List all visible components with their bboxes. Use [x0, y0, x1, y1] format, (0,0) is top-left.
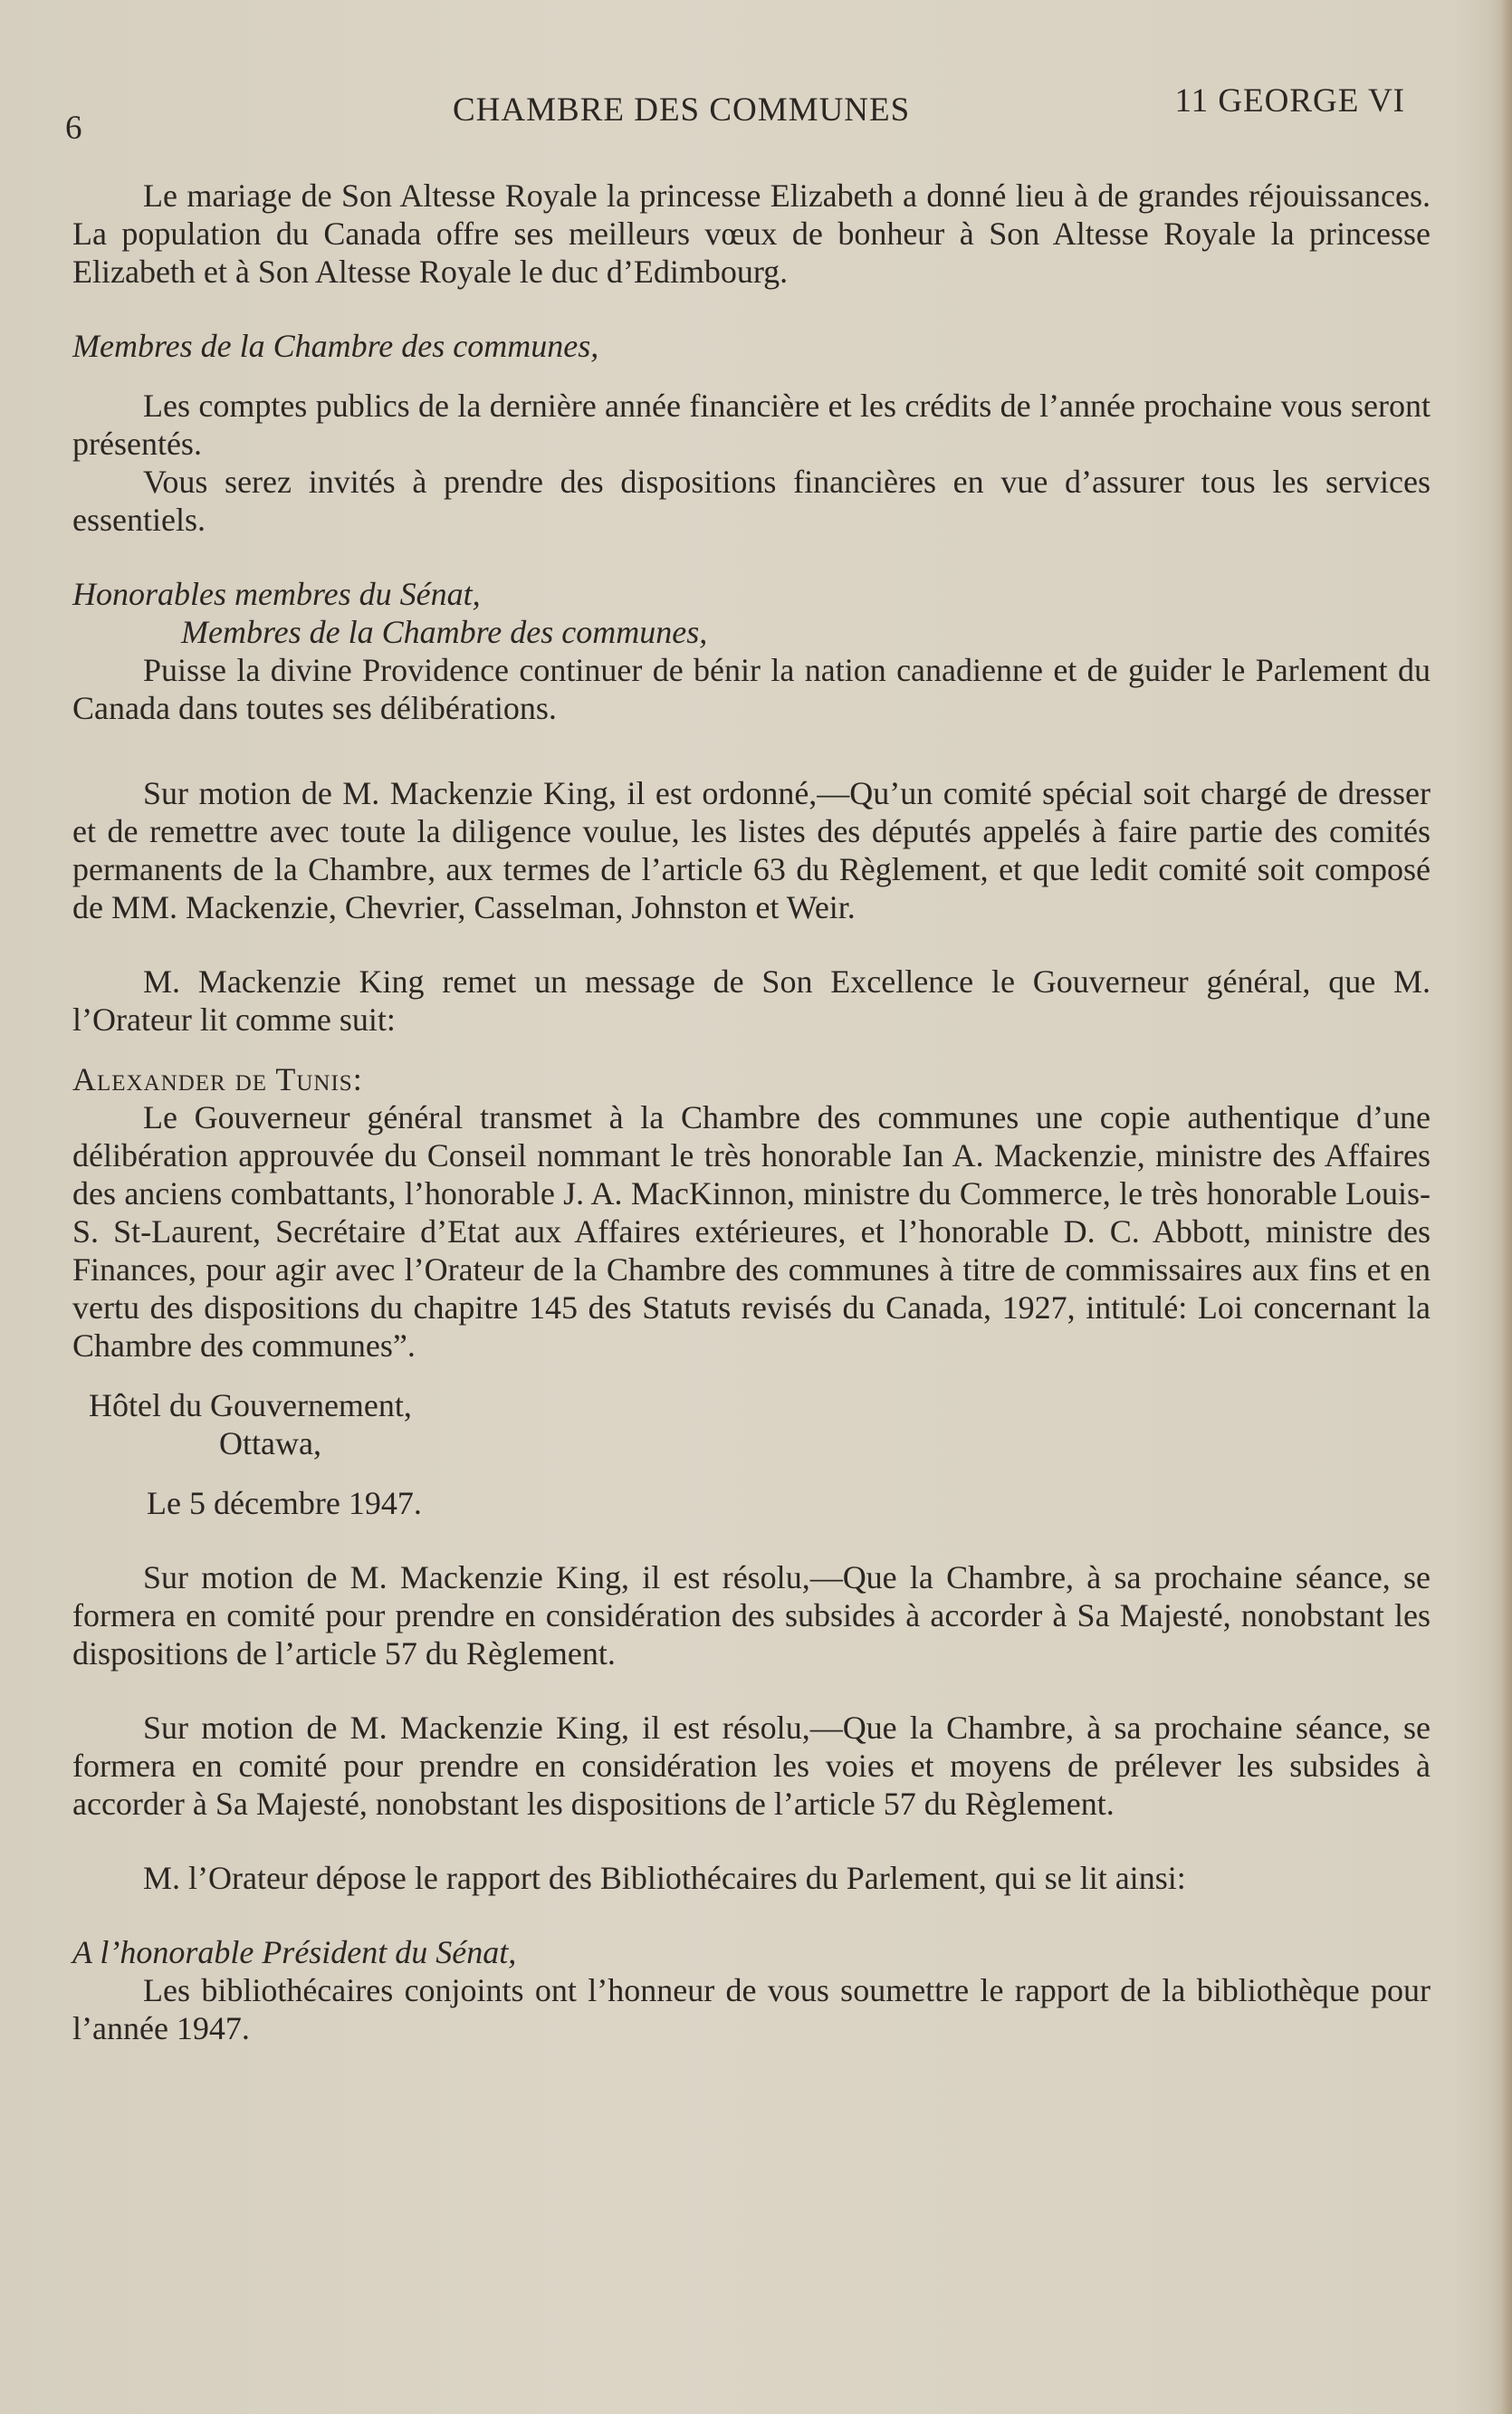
place-ottawa: Ottawa, [219, 1425, 321, 1461]
salutation-senators: Honorables membres du Sénat, [72, 576, 481, 612]
salutation-members-commons-2: Membres de la Chambre des communes, [181, 614, 708, 650]
paragraph-supply-motion: Sur motion de M. Mackenzie King, il est résolu,—Que la Chambre, à sa prochaine séance, se formera en comité pour prendre en considération des subsides à accorder à Sa Majesté, nonobstant les dispositions de l’article 57 du Règlement. [72, 1559, 1431, 1672]
page-number: 6 [65, 110, 83, 147]
paragraph-financial-provisions: Vous serez invités à prendre des dispositions financières en vue d’assurer tous les services essentiels. [72, 464, 1431, 538]
page-edge [1499, 0, 1512, 2414]
paragraph-librarians-report: M. l’Orateur dépose le rapport des Bibliothécaires du Parlement, qui se lit ainsi: [143, 1860, 1186, 1896]
place-government-house: Hôtel du Gouvernement, [89, 1387, 412, 1423]
paragraph-public-accounts: Les comptes publics de la dernière année financière et les crédits de l’année prochaine vous seront présentés. [72, 388, 1431, 462]
page-body [72, 177, 1431, 2047]
paragraph-commissioners: Le Gouverneur général transmet à la Chambre des communes une copie authentique d’une délibération approuvée du Conseil nommant le très honorable Ian A. Mackenzie, ministre des Affaires des anciens combattants, l’honorable J. A. MacKinnon, ministre du Commerce, le très honorable Louis-S. St-Laurent, Secrétaire d’Etat aux Affaires extérieures, et l’honorable D. C. Abbott, ministre des Finances, pour agir avec l’Orateur de la Chambre des communes à titre de commissaires aux fins et en vertu des dispositions du chapitre 145 des Statuts revisés du Canada, 1927, intitulé: Loi concernant la Chambre des communes”. [72, 1099, 1431, 1364]
salutation-members-commons: Membres de la Chambre des communes, [72, 328, 599, 364]
paragraph-ways-means-motion: Sur motion de M. Mackenzie King, il est résolu,—Que la Chambre, à sa prochaine séance, se formera en comité pour prendre en considération les voies et moyens de prélever les subsides à accorder à Sa Majesté, nonobstant les dispositions de l’article 57 du Règlement. [72, 1710, 1431, 1822]
running-title: CHAMBRE DES COMMUNES [453, 91, 911, 129]
paragraph-providence: Puisse la divine Providence continuer de bénir la nation canadienne et de guider le Parlement du Canada dans toutes ses délibérations. [72, 652, 1431, 726]
salutation-senate-speaker: A l’honorable Président du Sénat, [72, 1934, 517, 1970]
regnal-year: 11 GEORGE VI [1174, 82, 1405, 120]
date-line: Le 5 décembre 1947. [147, 1485, 422, 1521]
paragraph-governor-message: M. Mackenzie King remet un message de Son Excellence le Gouverneur général, que M. l’Orateur lit comme suit: [72, 963, 1431, 1038]
paragraph-library-report: Les bibliothécaires conjoints ont l’honneur de vous soumettre le rapport de la bibliothèque pour l’année 1947. [72, 1972, 1431, 2046]
paragraph-special-committee-motion: Sur motion de M. Mackenzie King, il est ordonné,—Qu’un comité spécial soit chargé de dresser et de remettre avec toute la diligence voulue, les listes des députés appelés à faire partie des comités permanents de la Chambre, aux termes de l’article 63 du Règlement, et que ledit comité soit composé de MM. Mackenzie, Chevrier, Casselman, Johnston et Weir. [72, 775, 1431, 925]
page-header [65, 81, 1405, 147]
paragraph-royal-wedding: Le mariage de Son Altesse Royale la princesse Elizabeth a donné lieu à de grandes réjouissances. La population du Canada offre ses meilleurs vœux de bonheur à Son Altesse Royale la princesse Elizabeth et à Son Altesse Royale le duc d’Edimbourg. [72, 177, 1431, 290]
signature-alexander-de-tunis: Alexander de Tunis: [72, 1061, 363, 1097]
